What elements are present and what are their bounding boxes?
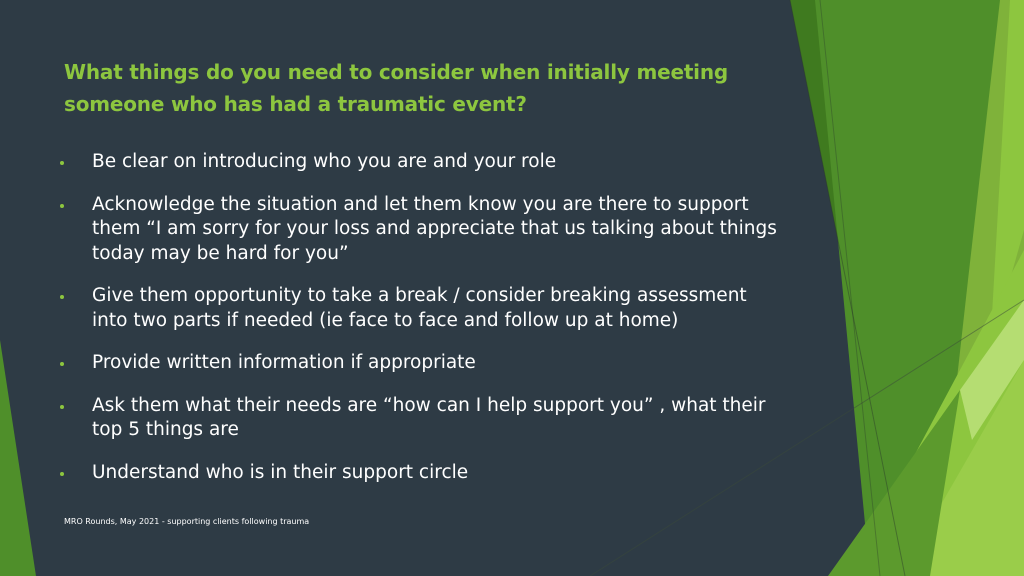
left-facet <box>0 340 36 576</box>
bullet-text: Acknowledge the situation and let them know you are there to support them “I am sorry for your loss and appreciate that us talking about things today may be hard for you” <box>92 193 777 264</box>
bullet-text: Be clear on introducing who you are and your role <box>92 151 557 172</box>
bullet-text: Provide written information if appropriate <box>92 352 476 373</box>
bullet-item <box>60 150 780 175</box>
slide-title: What things do you need to consider when initially meeting someone who has had a traumatic event? <box>64 60 728 116</box>
bullet-dot-icon <box>60 204 64 208</box>
bullet-dot-icon <box>60 362 64 366</box>
bullet-item <box>60 351 780 376</box>
bullet-item <box>60 461 780 486</box>
bullet-list <box>60 150 780 503</box>
bullet-dot-icon <box>60 295 64 299</box>
bullet-text: Give them opportunity to take a break / consider breaking assessment into two parts if needed (ie face to face and follow up at home) <box>92 285 747 331</box>
bullet-item <box>60 394 780 443</box>
bullet-item <box>60 284 780 333</box>
bullet-dot-icon <box>60 161 64 165</box>
bullet-dot-icon <box>60 472 64 476</box>
bullet-text: Ask them what their needs are “how can I help support you” , what their top 5 things are <box>92 394 766 440</box>
bullet-item <box>60 193 780 267</box>
bullet-text: Understand who is in their support circle <box>92 461 469 483</box>
bullet-dot-icon <box>60 405 64 409</box>
slide-footer: MRO Rounds, May 2021 - supporting clients following trauma <box>64 517 310 526</box>
